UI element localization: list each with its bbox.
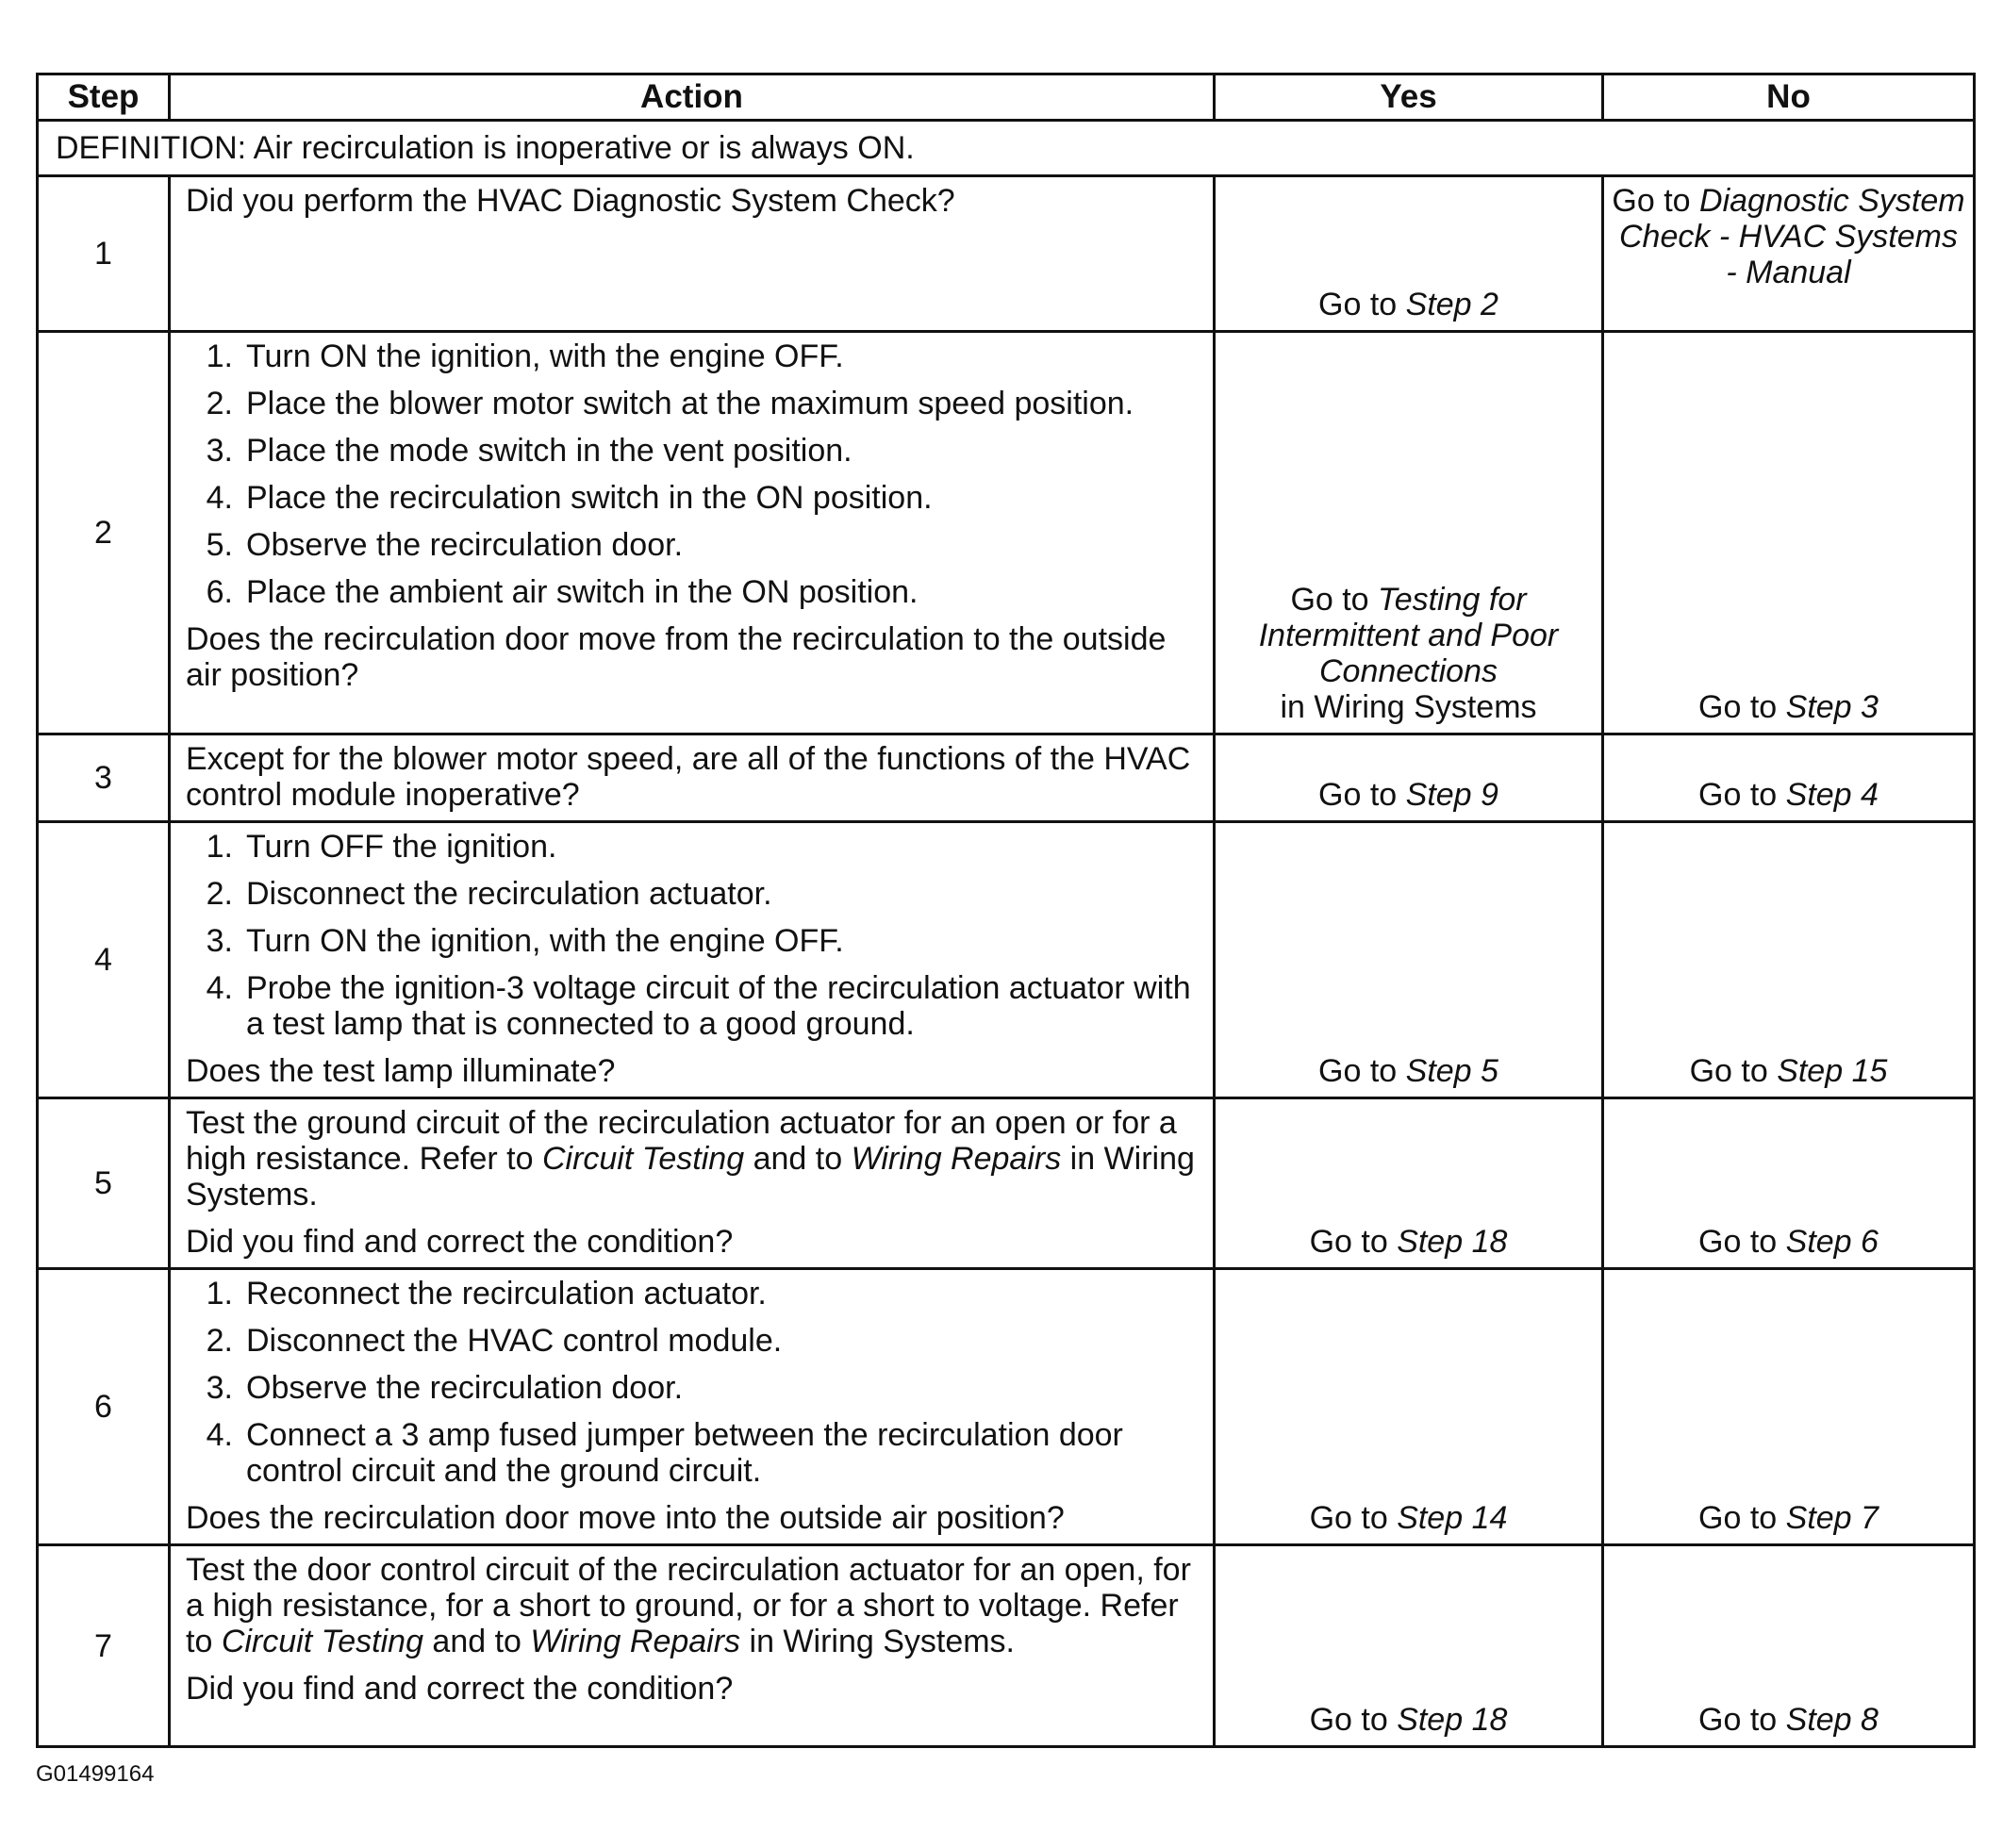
no-prefix: Go to: [1698, 1702, 1786, 1738]
no-link[interactable]: Step 8: [1785, 1702, 1879, 1738]
list-item: 3. Observe the recirculation door.: [206, 1370, 684, 1406]
action-cell: [170, 822, 1215, 1098]
no-cell: [1603, 176, 1975, 332]
yes-prefix: Go to: [1309, 1224, 1398, 1260]
table-row: [38, 332, 1975, 734]
list-item: 6. Place the ambient air switch in the ON position.: [206, 574, 919, 610]
yes-cell: [1215, 176, 1603, 332]
no-prefix: Go to: [1698, 1224, 1786, 1260]
no-cell: [1603, 734, 1975, 822]
step-number: 4: [38, 822, 170, 1098]
list-item: 2. Disconnect the HVAC control module.: [206, 1323, 783, 1359]
yes-prefix: Go to: [1318, 287, 1406, 322]
table-row: [38, 1269, 1975, 1545]
no-link[interactable]: Step 7: [1785, 1500, 1879, 1536]
no-link[interactable]: Step 15: [1777, 1053, 1888, 1089]
no-link[interactable]: Diagnostic System Check - HVAC Systems - Manual: [1619, 183, 1965, 290]
no-prefix: Go to: [1698, 777, 1786, 813]
table-header-row: [38, 74, 1975, 121]
list-item: 4. Probe the ignition-3 voltage circuit of the recirculation actuator with a test lamp that is connected to a good ground.: [206, 970, 1191, 1042]
list-item: 4. Place the recirculation switch in the ON position.: [206, 480, 933, 516]
no-link[interactable]: Step 4: [1785, 777, 1879, 813]
step-question: Did you find and correct the condition?: [186, 1224, 734, 1260]
action-cell: [170, 1098, 1215, 1269]
step-number: 6: [38, 1269, 170, 1545]
yes-link[interactable]: Step 9: [1405, 777, 1498, 813]
action-cell: [170, 734, 1215, 822]
step-question: Does the test lamp illuminate?: [186, 1053, 616, 1089]
yes-cell: [1215, 734, 1603, 822]
list-item: 3. Place the mode switch in the vent position.: [206, 433, 853, 469]
instruction-list: [186, 829, 1198, 1042]
yes-prefix: Go to: [1318, 1053, 1406, 1089]
list-item: 1. Reconnect the recirculation actuator.: [206, 1276, 767, 1312]
circuit-testing-link[interactable]: Circuit Testing: [541, 1141, 745, 1177]
step-question: Except for the blower motor speed, are all of the functions of the HVAC control module inoperative?: [186, 741, 1191, 813]
no-prefix: Go to: [1698, 689, 1786, 725]
step-number: 5: [38, 1098, 170, 1269]
step-number: 2: [38, 332, 170, 734]
action-cell: [170, 1269, 1215, 1545]
definition-row: [38, 121, 1975, 176]
diagnostic-table: [36, 73, 1976, 1748]
list-item: 1. Turn OFF the ignition.: [206, 829, 557, 865]
step-question: Does the recirculation door move into the outside air position?: [186, 1500, 1065, 1536]
no-cell: [1603, 1545, 1975, 1747]
list-item: 5. Observe the recirculation door.: [206, 527, 684, 563]
yes-cell: [1215, 332, 1603, 734]
action-cell: [170, 332, 1215, 734]
definition-text: DEFINITION: Air recirculation is inoperative or is always ON.: [38, 121, 1975, 176]
yes-link[interactable]: Testing for Intermittent and Poor Connections: [1258, 582, 1559, 689]
table-row: [38, 176, 1975, 332]
step-question: Did you perform the HVAC Diagnostic System Check?: [186, 183, 955, 219]
header-step: Step: [38, 74, 170, 121]
yes-cell: [1215, 1098, 1603, 1269]
action-cell: [170, 176, 1215, 332]
no-prefix: Go to: [1612, 183, 1700, 219]
no-prefix: Go to: [1689, 1053, 1778, 1089]
yes-link[interactable]: Step 14: [1397, 1500, 1508, 1536]
list-item: 1. Turn ON the ignition, with the engine OFF.: [206, 338, 844, 374]
yes-cell: [1215, 1545, 1603, 1747]
yes-prefix: Go to: [1309, 1500, 1398, 1536]
no-cell: [1603, 332, 1975, 734]
table-row: [38, 1545, 1975, 1747]
header-action: Action: [170, 74, 1215, 121]
yes-cell: [1215, 1269, 1603, 1545]
yes-prefix: Go to: [1290, 582, 1379, 618]
list-item: 3. Turn ON the ignition, with the engine OFF.: [206, 923, 844, 959]
instruction-list: [186, 1276, 1198, 1489]
no-cell: [1603, 822, 1975, 1098]
no-link[interactable]: Step 6: [1785, 1224, 1879, 1260]
circuit-testing-link[interactable]: Circuit Testing: [221, 1624, 423, 1659]
yes-suffix: in Wiring Systems: [1280, 689, 1537, 725]
table-row: [38, 822, 1975, 1098]
step-question: Does the recirculation door move from the recirculation to the outside air position?: [186, 621, 1167, 693]
list-item: 2. Disconnect the recirculation actuator.: [206, 876, 772, 912]
header-no: No: [1603, 74, 1975, 121]
step-instructions: Test the door control circuit of the recirculation actuator for an open, for a high resistance, for a short to ground, or for a short to voltage. Refer to Circuit Testing and to Wiring Repairs in Wiring Systems.: [186, 1552, 1191, 1659]
no-cell: [1603, 1269, 1975, 1545]
yes-link[interactable]: Step 5: [1405, 1053, 1498, 1089]
action-cell: [170, 1545, 1215, 1747]
step-question: Did you find and correct the condition?: [186, 1671, 734, 1707]
step-number: 3: [38, 734, 170, 822]
no-link[interactable]: Step 3: [1785, 689, 1879, 725]
table-row: [38, 734, 1975, 822]
wiring-repairs-link[interactable]: Wiring Repairs: [530, 1624, 741, 1659]
step-number: 1: [38, 176, 170, 332]
header-yes: Yes: [1215, 74, 1603, 121]
step-instructions: Test the ground circuit of the recirculation actuator for an open or for a high resistance. Refer to Circuit Testing and to Wiring Repairs in Wiring Systems.: [186, 1105, 1195, 1213]
wiring-repairs-link[interactable]: Wiring Repairs: [851, 1141, 1062, 1177]
yes-link[interactable]: Step 18: [1397, 1702, 1508, 1738]
no-cell: [1603, 1098, 1975, 1269]
list-item: 4. Connect a 3 amp fused jumper between the recirculation door control circuit and the ground circuit.: [206, 1417, 1123, 1489]
no-prefix: Go to: [1698, 1500, 1786, 1536]
figure-id: G01499164: [36, 1761, 155, 1787]
table-row: [38, 1098, 1975, 1269]
yes-prefix: Go to: [1318, 777, 1406, 813]
instruction-list: [186, 338, 1198, 610]
yes-cell: [1215, 822, 1603, 1098]
step-number: 7: [38, 1545, 170, 1747]
yes-link[interactable]: Step 2: [1405, 287, 1498, 322]
list-item: 2. Place the blower motor switch at the maximum speed position.: [206, 386, 1134, 421]
yes-link[interactable]: Step 18: [1397, 1224, 1508, 1260]
yes-prefix: Go to: [1309, 1702, 1398, 1738]
